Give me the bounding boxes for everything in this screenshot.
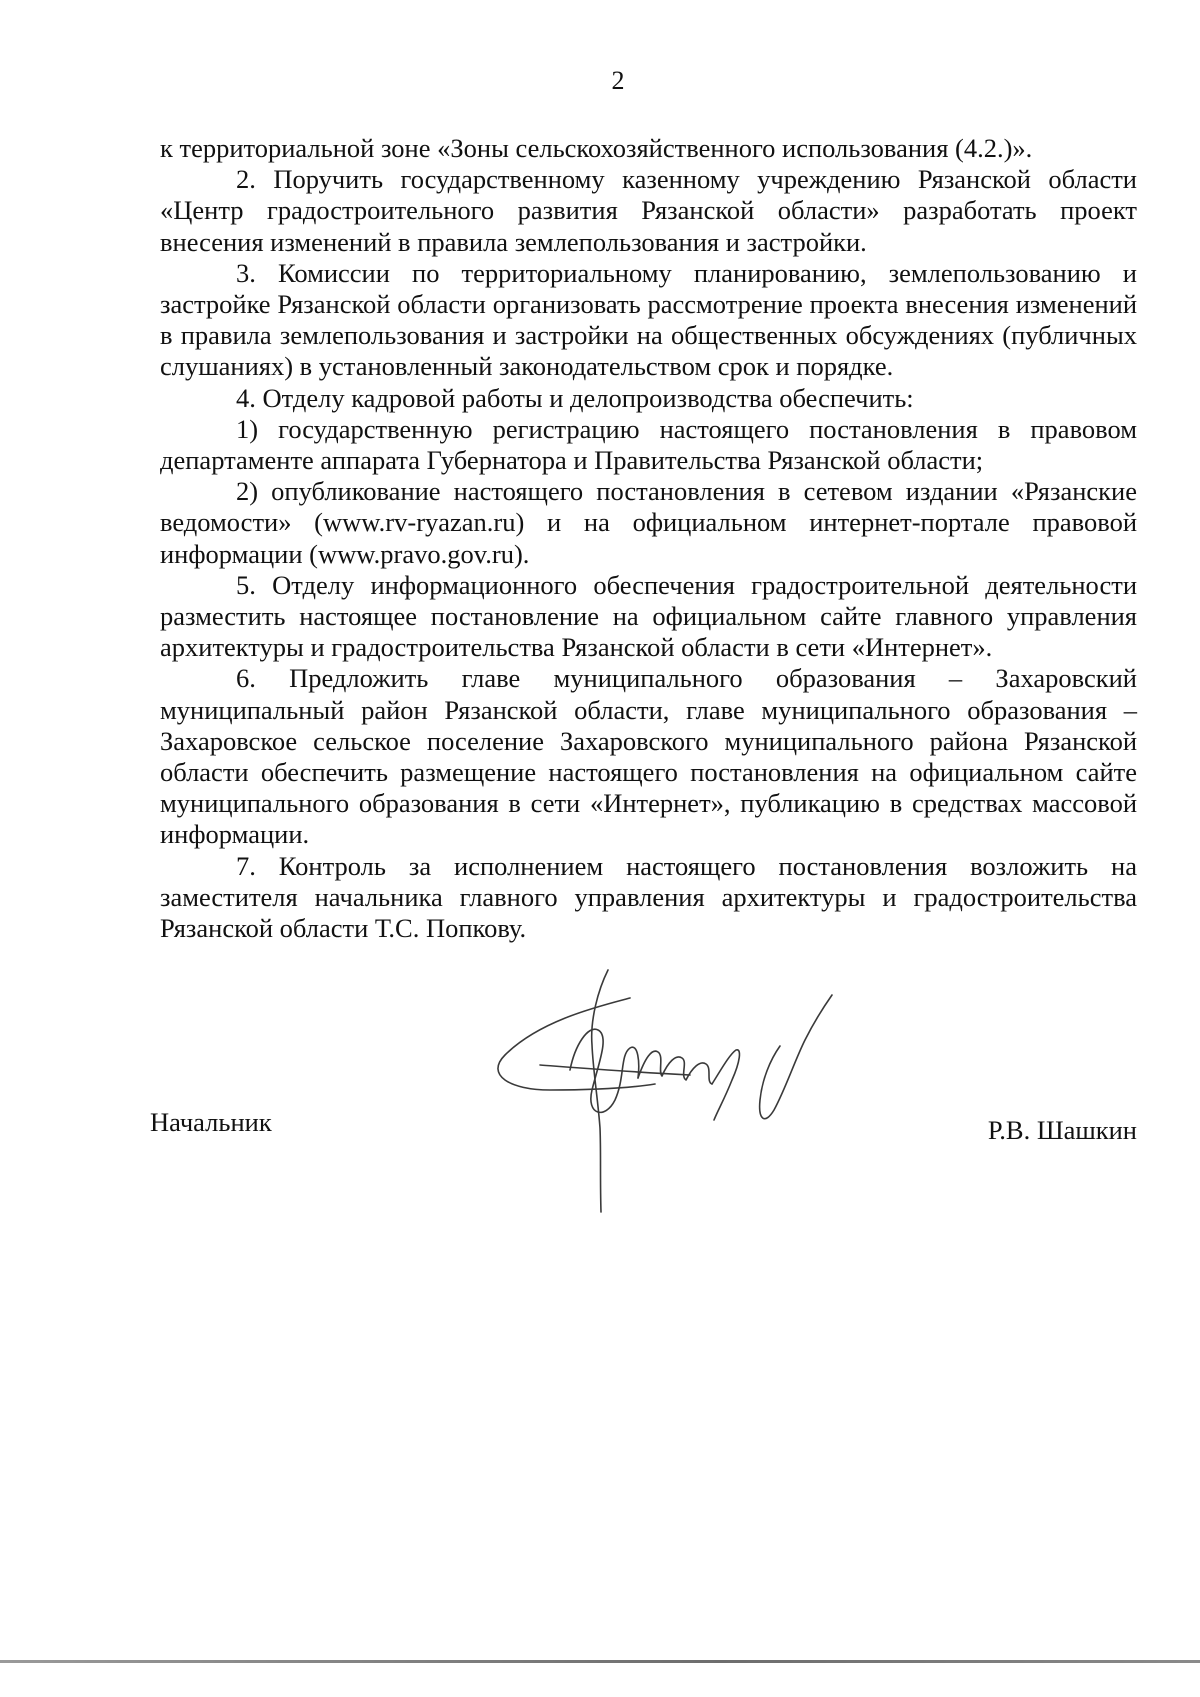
paragraph-subitem-2: 2) опубликование настоящего постановления в сетевом издании «Рязанские ведомости» (www.rv-ryazan.ru) и на официальном интернет-портале правовой информации (www.pravo.gov.ru). bbox=[160, 476, 1137, 569]
document-body bbox=[160, 133, 1137, 944]
page-number: 2 bbox=[611, 66, 625, 95]
signature-block bbox=[150, 1105, 1137, 1145]
paragraph-item-4: 4. Отделу кадровой работы и делопроизводства обеспечить: bbox=[236, 382, 914, 413]
paragraph-item-2: 2. Поручить государственному казенному учреждению Рязанской области «Центр градостроительного развития Рязанской области» разработать проект внесения изменений в правила землепользования и застройки. bbox=[160, 164, 1137, 257]
paragraph-item-5: 5. Отделу информационного обеспечения градостроительной деятельности разместить настоящее постановление на официальном сайте главного управления архитектуры и градостроительства Рязанской области в сети «Интернет». bbox=[160, 569, 1137, 663]
signatory-name: Р.В. Шашкин bbox=[987, 1115, 1137, 1145]
paragraph-item-3: 3. Комиссии по территориальному планированию, землепользованию и застройке Рязанской области организовать рассмотрение проекта внесения изменений в правила землепользования и застройки на общественных обсуждениях (публичных слушаниях) в установленный законодательством срок и порядке. bbox=[160, 257, 1137, 382]
paragraph-subitem-1: 1) государственную регистрацию настоящего постановления в правовом департаменте аппарата Губернатора и Правительства Рязанской области; bbox=[160, 413, 1137, 476]
paragraph-item-7: 7. Контроль за исполнением настоящего постановления возложить на заместителя начальника главного управления архитектуры и градостроительства Рязанской области Т.С. Попкову. bbox=[160, 850, 1137, 944]
paragraph-continuation: к территориальной зоне «Зоны сельскохозяйственного использования (4.2.)». bbox=[160, 133, 1033, 163]
signatory-position: Начальник bbox=[150, 1107, 272, 1137]
handwritten-signature-icon bbox=[480, 950, 870, 1230]
scan-edge-divider bbox=[0, 1660, 1200, 1663]
paragraph-item-6: 6. Предложить главе муниципального образования – Захаровский муниципальный район Рязанской области, главе муниципального образования – Захаровское сельское поселение Захаровского муниципального района Рязанской области обеспечить размещение настоящего постановления на официальном сайте муниципального образования в сети «Интернет», публикацию в средствах массовой информации. bbox=[160, 663, 1137, 850]
